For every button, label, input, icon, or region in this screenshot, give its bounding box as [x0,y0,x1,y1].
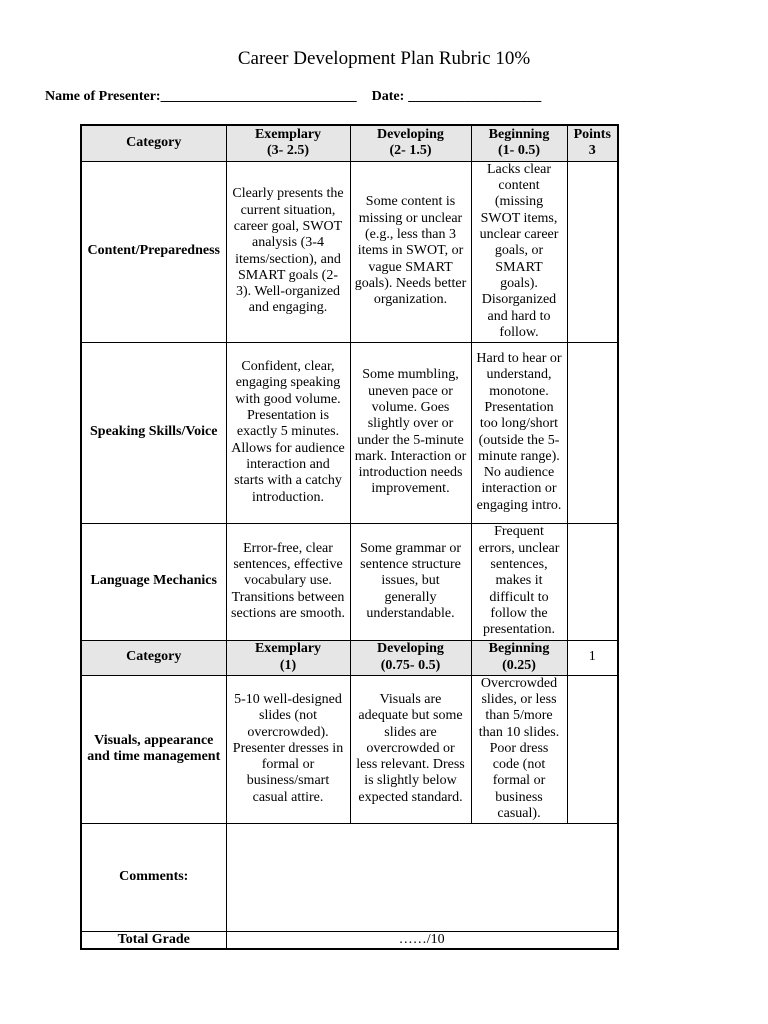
date-field[interactable]: ___________________ [408,89,542,104]
criterion-label: Speaking Skills/Voice [81,342,226,523]
category-header-cell: Category [81,125,226,161]
developing-points-range: (0.75- 0.5) [380,657,441,673]
document-title: Career Development Plan Rubric 10% [237,48,531,69]
criterion-row [81,523,618,640]
exemplary-level-label: Exemplary [254,126,322,142]
beginning-descriptor: Frequent errors, unclear sentences, makes it difficult to follow the presentation. [471,523,567,640]
developing-descriptor: Some grammar or sentence structure issues, but generally understandable. [350,523,471,640]
exemplary-descriptor: Error-free, clear sentences, effective vocabulary use. Transitions between sections are smooth. [226,523,350,640]
beginning-level-label: Beginning [488,126,550,142]
criterion-row [81,161,618,342]
criterion-label: Visuals, appearance and time management [81,675,226,823]
beginning-descriptor: Overcrowded slides, or less than 5/more than 10 slides. Poor dress code (not formal or business casual). [471,675,567,823]
total-row [81,931,618,949]
developing-descriptor: Some mumbling, uneven pace or volume. Goes slightly over or under the 5-minute mark. Interaction or introduction needs improvement. [350,342,471,523]
exemplary-descriptor: Confident, clear, engaging speaking with good volume. Presentation is exactly 5 minutes. Allows for audience interaction and starts with a catchy introduction. [226,342,350,523]
developing-descriptor: Some content is missing or unclear (e.g., less than 3 items in SWOT, or vague SMART goals). Needs better organization. [350,161,471,342]
exemplary-header-cell [226,640,350,675]
header-row [81,640,618,675]
comments-row [81,823,618,931]
points-max-value: 3 [588,143,596,159]
exemplary-descriptor: 5-10 well-designed slides (not overcrowded). Presenter dresses in formal or business/smart casual attire. [226,675,350,823]
comments-field[interactable] [226,823,618,931]
developing-level-label: Developing [377,641,444,657]
criterion-row [81,675,618,823]
date-label: Date: [371,89,405,104]
exemplary-header-cell [226,125,350,161]
exemplary-level-label: Exemplary [254,641,322,657]
points-cell[interactable] [567,675,618,823]
total-grade-label: Total Grade [81,931,226,949]
beginning-points-range: (1- 0.5) [498,143,540,159]
exemplary-points-range: (1) [279,657,297,673]
beginning-descriptor: Lacks clear content (missing SWOT items, unclear career goals, or SMART goals). Disorganized and hard to follow. [471,161,567,342]
developing-header-cell [350,640,471,675]
rubric-table [80,124,619,950]
header-row [81,125,618,161]
developing-descriptor: Visuals are adequate but some slides are overcrowded or less relevant. Dress is slightly below expected standard. [350,675,471,823]
beginning-level-label: Beginning [488,641,550,657]
points-max-value: 1 [567,640,618,675]
criterion-row [81,342,618,523]
presenter-line [45,88,541,106]
beginning-descriptor: Hard to hear or understand, monotone. Presentation too long/short (outside the 5-minute range). No audience interaction or engaging intro. [471,342,567,523]
exemplary-points-range: (3- 2.5) [267,143,309,159]
exemplary-descriptor: Clearly presents the current situation, career goal, SWOT analysis (3-4 items/section), and SMART goals (2-3). Well-organized and engaging. [226,161,350,342]
points-cell[interactable] [567,523,618,640]
beginning-header-cell [471,125,567,161]
beginning-points-range: (0.25) [502,657,536,673]
developing-points-range: (2- 1.5) [389,143,432,159]
developing-level-label: Developing [377,126,444,142]
presenter-name-label: Name of Presenter: [45,89,161,104]
criterion-label: Content/Preparedness [81,161,226,342]
developing-header-cell [350,125,471,161]
total-grade-value[interactable]: ……/10 [226,931,618,949]
comments-label: Comments: [81,823,226,931]
criterion-label: Language Mechanics [81,523,226,640]
beginning-header-cell [471,640,567,675]
presenter-name-field[interactable]: ____________________________ [160,89,357,104]
category-header-cell: Category [81,640,226,675]
points-cell[interactable] [567,161,618,342]
points-label: Points [573,126,611,142]
points-header-cell [567,125,618,161]
points-cell[interactable] [567,342,618,523]
